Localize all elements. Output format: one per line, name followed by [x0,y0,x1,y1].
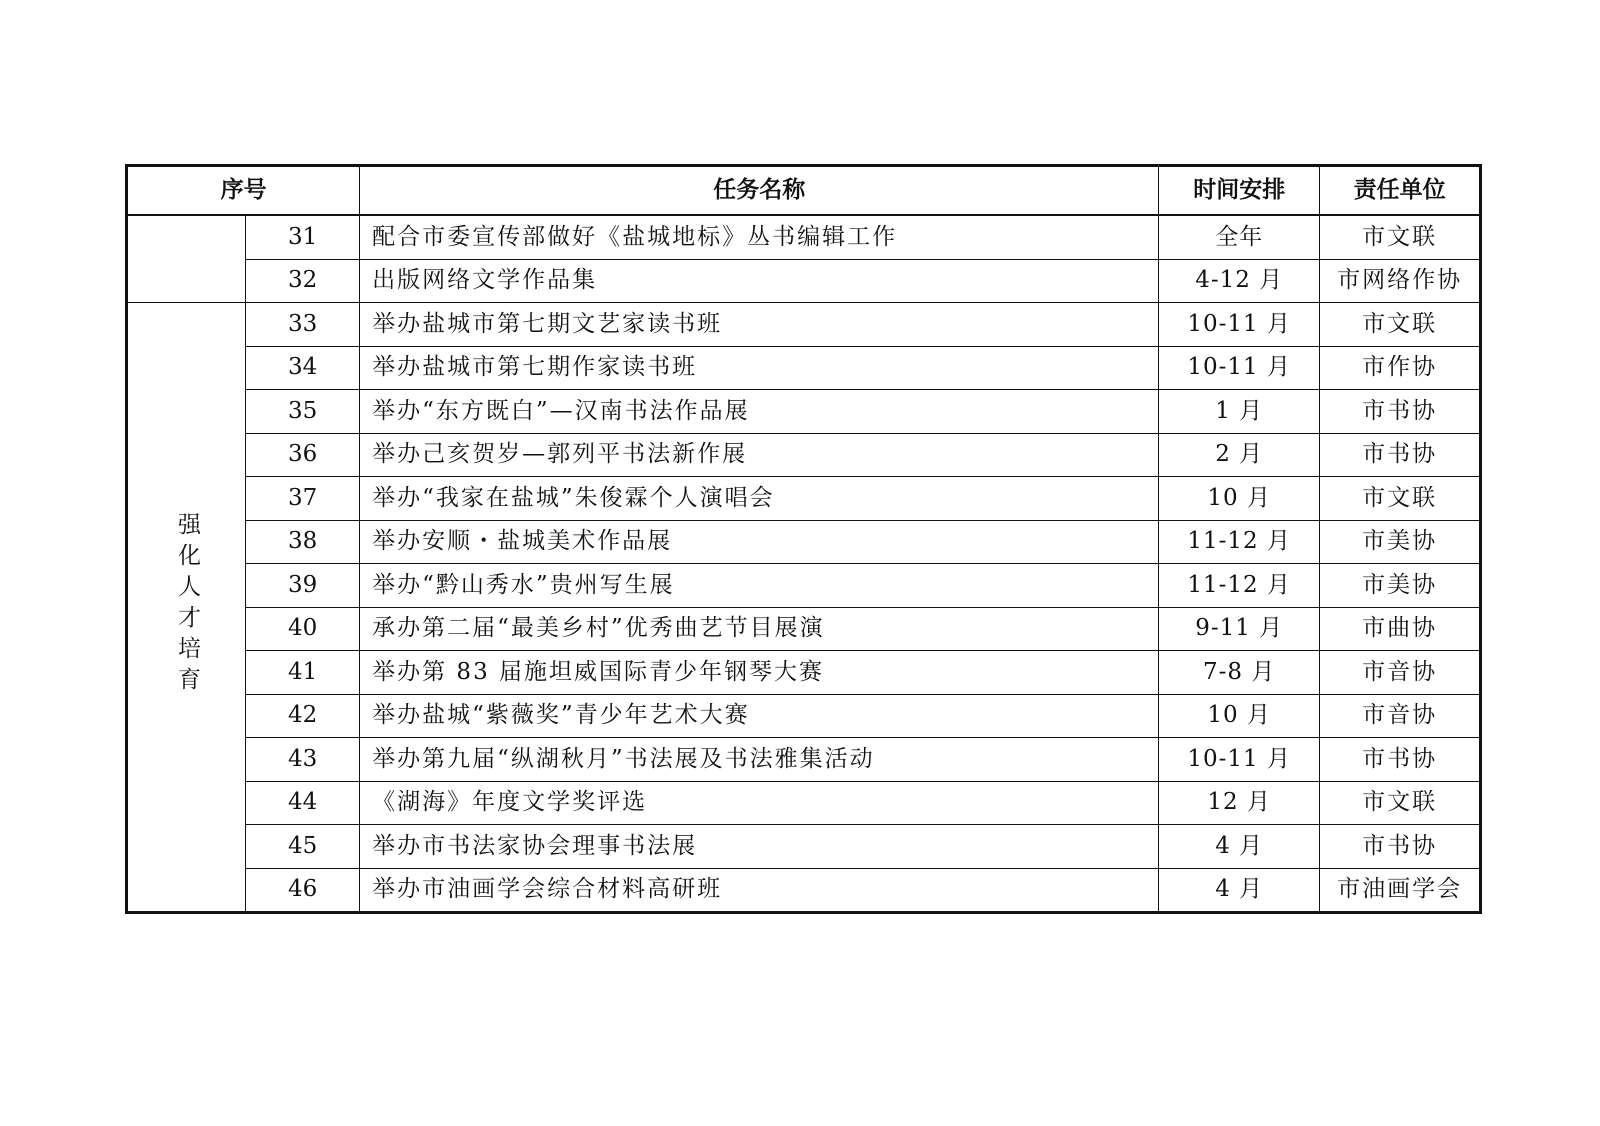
task-name: 举办盐城“紫薇奖”青少年艺术大赛 [360,694,1159,738]
row-number: 34 [246,346,360,390]
table-row [127,259,1481,303]
row-number: 35 [246,390,360,434]
time-schedule: 4 月 [1159,825,1320,869]
responsible-unit: 市油画学会 [1320,868,1481,913]
responsible-unit: 市文联 [1320,477,1481,521]
responsible-unit: 市音协 [1320,694,1481,738]
task-name: 举办“东方既白”—汉南书法作品展 [360,390,1159,434]
task-name: 举办第九届“纵湖秋月”书法展及书法雅集活动 [360,738,1159,782]
table-row [127,738,1481,782]
responsible-unit: 市音协 [1320,651,1481,695]
time-schedule: 2 月 [1159,433,1320,477]
task-name: 举办己亥贺岁—郭列平书法新作展 [360,433,1159,477]
time-schedule: 全年 [1159,215,1320,259]
table-row [127,215,1481,259]
time-schedule: 10-11 月 [1159,346,1320,390]
table-body [127,215,1481,913]
row-number: 37 [246,477,360,521]
task-name: 配合市委宣传部做好《盐城地标》丛书编辑工作 [360,215,1159,259]
category-label: 强化人才培育 [174,511,201,698]
header-row [127,166,1481,216]
table-row [127,868,1481,913]
responsible-unit: 市书协 [1320,433,1481,477]
task-table [125,164,1482,914]
time-schedule: 12 月 [1159,781,1320,825]
row-number: 32 [246,259,360,303]
row-number: 46 [246,868,360,913]
table-row [127,694,1481,738]
category-cell [127,215,246,303]
header-unit: 责任单位 [1320,166,1481,216]
responsible-unit: 市书协 [1320,825,1481,869]
table-row [127,346,1481,390]
time-schedule: 1 月 [1159,390,1320,434]
task-name: 举办“我家在盐城”朱俊霖个人演唱会 [360,477,1159,521]
time-schedule: 7-8 月 [1159,651,1320,695]
row-number: 41 [246,651,360,695]
table-row [127,303,1481,347]
responsible-unit: 市书协 [1320,738,1481,782]
task-name: 举办“黔山秀水”贵州写生展 [360,564,1159,608]
row-number: 31 [246,215,360,259]
task-name: 举办盐城市第七期文艺家读书班 [360,303,1159,347]
row-number: 44 [246,781,360,825]
header-time: 时间安排 [1159,166,1320,216]
task-name: 举办市油画学会综合材料高研班 [360,868,1159,913]
responsible-unit: 市网络作协 [1320,259,1481,303]
row-number: 36 [246,433,360,477]
responsible-unit: 市作协 [1320,346,1481,390]
table-row [127,651,1481,695]
table-row [127,433,1481,477]
time-schedule: 11-12 月 [1159,564,1320,608]
table-row [127,607,1481,651]
row-number: 40 [246,607,360,651]
task-name: 举办第 83 届施坦威国际青少年钢琴大赛 [360,651,1159,695]
row-number: 38 [246,520,360,564]
table-row [127,825,1481,869]
header-task: 任务名称 [360,166,1159,216]
task-name: 《湖海》年度文学奖评选 [360,781,1159,825]
responsible-unit: 市文联 [1320,303,1481,347]
time-schedule: 11-12 月 [1159,520,1320,564]
responsible-unit: 市文联 [1320,215,1481,259]
table-row [127,781,1481,825]
time-schedule: 4 月 [1159,868,1320,913]
row-number: 45 [246,825,360,869]
responsible-unit: 市美协 [1320,520,1481,564]
table-row [127,520,1481,564]
header-seq: 序号 [127,166,360,216]
task-name: 举办安顺・盐城美术作品展 [360,520,1159,564]
row-number: 39 [246,564,360,608]
table-row [127,564,1481,608]
table-row [127,477,1481,521]
time-schedule: 10 月 [1159,694,1320,738]
time-schedule: 10 月 [1159,477,1320,521]
row-number: 42 [246,694,360,738]
task-name: 出版网络文学作品集 [360,259,1159,303]
row-number: 43 [246,738,360,782]
time-schedule: 9-11 月 [1159,607,1320,651]
row-number: 33 [246,303,360,347]
category-cell [127,303,246,913]
time-schedule: 10-11 月 [1159,303,1320,347]
time-schedule: 10-11 月 [1159,738,1320,782]
responsible-unit: 市书协 [1320,390,1481,434]
task-name: 承办第二届“最美乡村”优秀曲艺节目展演 [360,607,1159,651]
responsible-unit: 市文联 [1320,781,1481,825]
table-row [127,390,1481,434]
task-name: 举办市书法家协会理事书法展 [360,825,1159,869]
task-name: 举办盐城市第七期作家读书班 [360,346,1159,390]
time-schedule: 4-12 月 [1159,259,1320,303]
responsible-unit: 市美协 [1320,564,1481,608]
responsible-unit: 市曲协 [1320,607,1481,651]
